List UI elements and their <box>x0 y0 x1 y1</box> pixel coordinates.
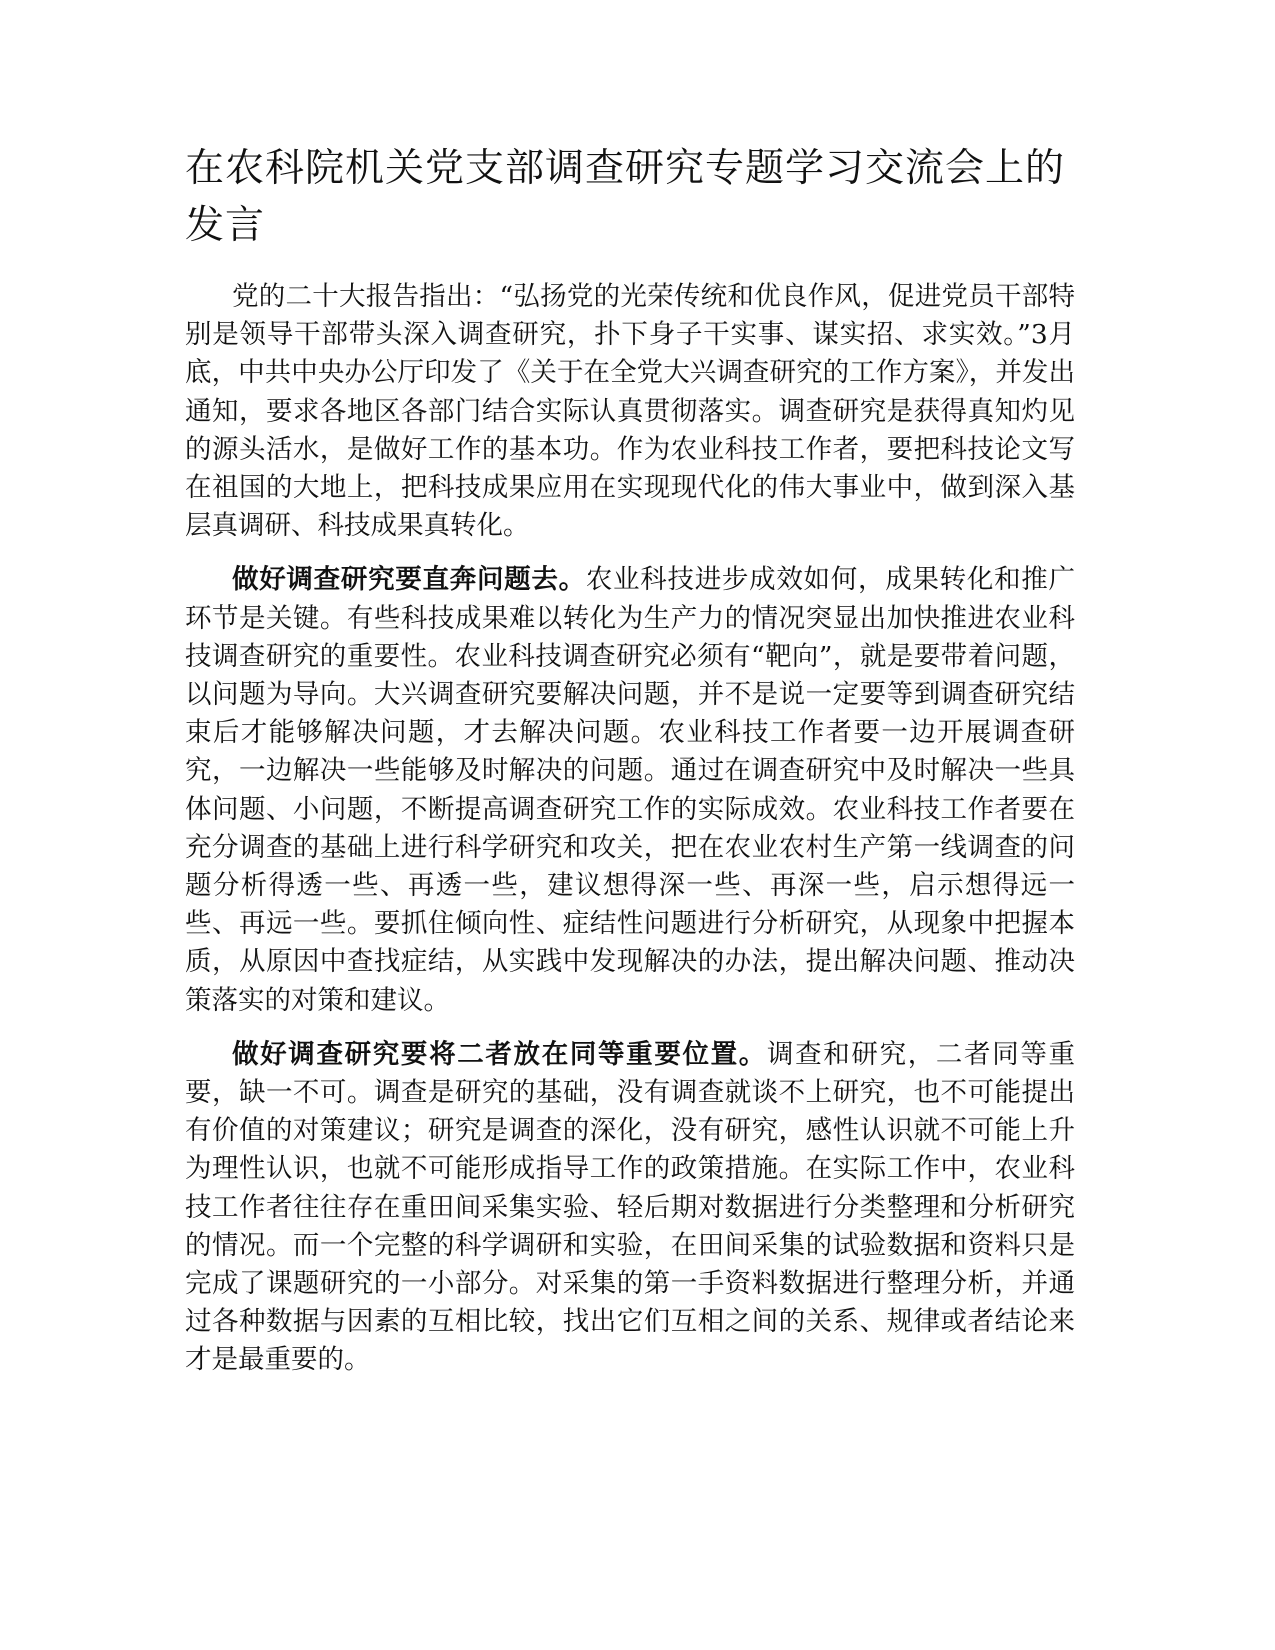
paragraph-text: 调查和研究，二者同等重要，缺一不可。调查是研究的基础，没有调查就谈不上研究，也不可能提出有价值的对策建议；研究是调查的深化，没有研究，感性认识就不可能上升为理性认识，也就不可能形成指导工作的政策措施。在实际工作中，农业科技工作者往往存在重田间采集实验、轻后期对数据进行分类整理和分析研究的情况。而一个完整的科学调研和实验，在田间采集的试验数据和资料只是完成了课题研究的一小部分。对采集的第一手资料数据进行整理分析，并通过各种数据与因素的互相比较，找出它们互相之间的关系、规律或者结论来才是最重要的。 <box>185 1038 1076 1376</box>
document-page <box>185 140 1075 1396</box>
paragraph-text: 农业科技进步成效如何，成果转化和推广环节是关键。有些科技成果难以转化为生产力的情况突显出加快推进农业科技调查研究的重要性。农业科技调查研究必须有“靶向”，就是要带着问题，以问题为导向。大兴调查研究要解决问题，并不是说一定要等到调查研究结束后才能够解决问题，才去解决问题。农业科技工作者要一边开展调查研究，一边解决一些能够及时解决的问题。通过在调查研究中及时解决一些具体问题、小问题，不断提高调查研究工作的实际成效。农业科技工作者要在充分调查的基础上进行科学研究和攻关，把在农业农村生产第一线调查的问题分析得透一些、再透一些，建议想得深一些、再深一些，启示想得远一些、再远一些。要抓住倾向性、症结性问题进行分析研究，从现象中把握本质，从原因中查找症结，从实践中发现解决的办法，提出解决问题、推动决策落实的对策和建议。 <box>185 564 1076 1016</box>
paragraph-equal-importance <box>185 1036 1075 1380</box>
paragraph-lead: 做好调查研究要直奔问题去。 <box>232 564 586 596</box>
paragraph-intro <box>185 278 1075 545</box>
paragraph-lead: 做好调查研究要将二者放在同等重要位置。 <box>232 1038 767 1070</box>
paragraph-text: 党的二十大报告指出：“弘扬党的光荣传统和优良作风，促进党员干部特别是领导干部带头深入调查研究，扑下身子干实事、谋实招、求实效。”3月底，中共中央办公厅印发了《关于在全党大兴调查研究的工作方案》，并发出通知，要求各地区各部门结合实际认真贯彻落实。调查研究是获得真知灼见的源头活水，是做好工作的基本功。作为农业科技工作者，要把科技论文写在祖国的大地上，把科技成果应用在实现现代化的伟大事业中，做到深入基层真调研、科技成果真转化。 <box>185 281 1075 542</box>
document-title: 在农科院机关党支部调查研究专题学习交流会上的发言 <box>185 146 1066 248</box>
paragraph-problem-oriented <box>185 561 1075 1019</box>
